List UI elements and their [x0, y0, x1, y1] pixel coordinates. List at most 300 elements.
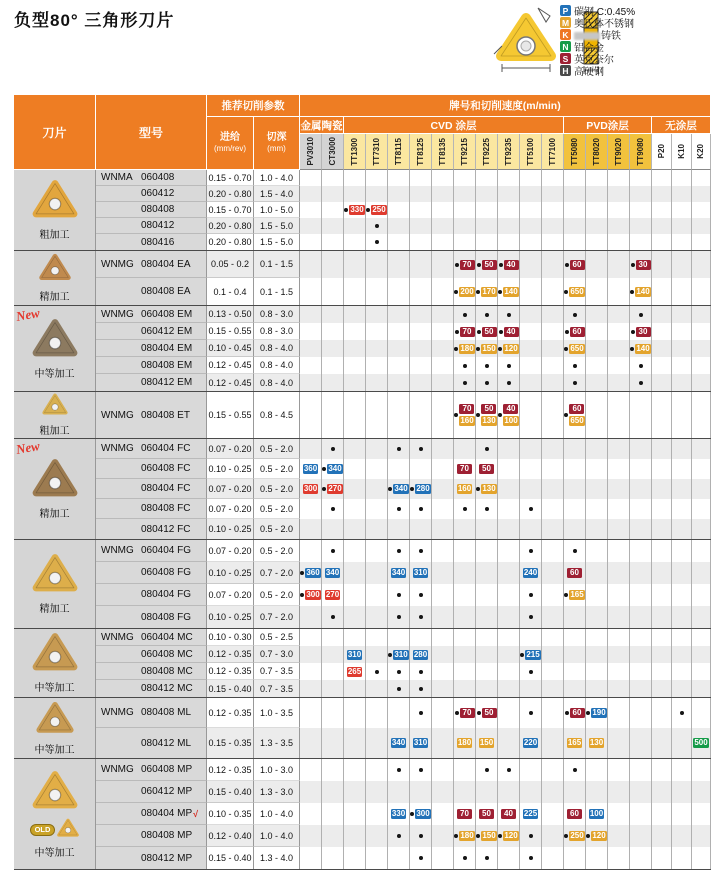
speed-cell-TT8115 — [388, 392, 410, 438]
speed-cell-TT8020 — [586, 306, 608, 323]
speed-cell-TT9225 — [476, 323, 498, 340]
speed-cell-K20 — [692, 278, 711, 305]
speed-badge: 60 — [569, 404, 584, 414]
depth-cell: 0.8 - 4.0 — [254, 357, 300, 374]
speed-cell-TT9235 — [498, 218, 520, 234]
speed-cell-TT5100 — [520, 680, 542, 697]
speed-cell-K10 — [672, 202, 692, 218]
model-size: 080404 EM — [141, 342, 193, 354]
speed-cell-TT5100 — [520, 562, 542, 584]
speed-cell-TT9080 — [630, 392, 652, 438]
speed-cell-TT9225 — [476, 234, 498, 250]
speed-cell-TT5100 — [520, 340, 542, 357]
speed-cell-TT5100 — [520, 698, 542, 728]
speed-cell-PV3010 — [300, 251, 322, 278]
column-label-TT1300: TT1300 — [344, 134, 366, 170]
speed-cell-CT3000 — [322, 680, 344, 697]
speed-badge: 50 — [482, 708, 497, 718]
speed-cell-K10 — [672, 825, 692, 847]
model-cell — [96, 646, 207, 663]
speed-badge: 280 — [413, 649, 428, 659]
machining-label: 中等加工 — [34, 368, 75, 380]
speed-cell-TT5100 — [520, 439, 542, 459]
dot-icon — [331, 615, 335, 619]
table-row — [96, 584, 711, 606]
depth-cell: 1.5 - 5.0 — [254, 218, 300, 234]
speed-badge: 60 — [567, 809, 582, 819]
model-cell — [96, 759, 207, 781]
speed-cell-TT9080 — [630, 646, 652, 663]
dot-icon — [454, 413, 458, 417]
insert-cell — [14, 170, 96, 250]
speed-badge: 130 — [482, 416, 496, 425]
speed-cell-TT5100 — [520, 663, 542, 680]
speed-cell-CT3000 — [322, 439, 344, 459]
speed-cell-TT1300 — [344, 218, 366, 234]
speed-cell-TT7310 — [366, 698, 388, 728]
speed-cell-K20 — [692, 340, 711, 357]
dot-icon — [485, 856, 489, 860]
speed-cell-TT7100 — [542, 646, 564, 663]
speed-cell-TT9235 — [498, 663, 520, 680]
speed-cell-TT7100 — [542, 439, 564, 459]
feed-cell: 0.12 - 0.35 — [207, 698, 254, 728]
depth-cell: 0.5 - 2.0 — [254, 540, 300, 562]
dot-icon — [529, 549, 533, 553]
speed-cell-TT8125 — [410, 540, 432, 562]
speed-cell-TT5100 — [520, 218, 542, 234]
dot-icon — [498, 413, 502, 417]
speed-cell-K10 — [672, 278, 692, 305]
dot-icon — [565, 711, 569, 715]
speed-cell-K10 — [672, 499, 692, 519]
model-cell — [96, 584, 207, 606]
dot-icon — [507, 364, 511, 368]
speed-cell-PV3010 — [300, 562, 322, 584]
speed-cell-P20 — [652, 170, 672, 186]
speed-cell-TT7100 — [542, 170, 564, 186]
speed-badge-stack — [569, 404, 584, 426]
feed-cell: 0.10 - 0.25 — [207, 562, 254, 584]
speed-cell-TT9225 — [476, 663, 498, 680]
speed-cell-TT9225 — [476, 540, 498, 562]
speed-cell-TT9020 — [608, 540, 630, 562]
speed-badge: 500 — [694, 738, 708, 747]
speed-cell-TT9215 — [454, 847, 476, 869]
speed-cell-CT3000 — [322, 479, 344, 499]
dot-icon — [565, 330, 569, 334]
speed-cell-TT8020 — [586, 680, 608, 697]
dot-icon — [573, 768, 577, 772]
dot-icon — [476, 413, 480, 417]
speed-cell-K20 — [692, 629, 711, 646]
speed-cell-TT8135 — [432, 629, 454, 646]
speed-cell-TT5080 — [564, 357, 586, 374]
column-label-CT3000: CT3000 — [322, 134, 344, 170]
speed-badge: 360 — [303, 464, 318, 473]
model-cell — [96, 825, 207, 847]
speed-cell-TT8020 — [586, 759, 608, 781]
speed-cell-TT5080 — [564, 698, 586, 728]
speed-cell-TT8135 — [432, 663, 454, 680]
column-label-TT9020: TT9020 — [608, 134, 630, 170]
speed-cell-TT9225 — [476, 629, 498, 646]
speed-cell-TT5080 — [564, 278, 586, 305]
speed-cell-K10 — [672, 540, 692, 562]
column-label-P20: P20 — [652, 134, 672, 170]
speed-cell-TT5080 — [564, 606, 586, 628]
speed-cell-TT9215 — [454, 519, 476, 539]
model-size: 080412 FC — [141, 523, 191, 535]
speed-cell-TT9020 — [608, 340, 630, 357]
speed-cell-K10 — [672, 803, 692, 825]
speed-cell-TT8115 — [388, 218, 410, 234]
speed-cell-PV3010 — [300, 781, 322, 803]
speed-cell-TT7100 — [542, 584, 564, 606]
dot-icon — [322, 467, 326, 471]
dot-icon — [463, 856, 467, 860]
model-size: 080408 FC — [141, 503, 191, 514]
speed-cell-TT7310 — [366, 218, 388, 234]
model-cell — [96, 680, 207, 697]
cutting-data-table — [14, 95, 711, 870]
speed-cell-TT5080 — [564, 374, 586, 391]
speed-cell-TT7100 — [542, 306, 564, 323]
speed-cell-TT9215 — [454, 170, 476, 186]
speed-cell-TT9215 — [454, 629, 476, 646]
dot-icon — [454, 290, 458, 294]
speed-cell-TT8135 — [432, 392, 454, 438]
speed-cell-TT9235 — [498, 357, 520, 374]
speed-badge-stack — [503, 404, 518, 426]
speed-cell-TT9080 — [630, 562, 652, 584]
speed-cell-TT1300 — [344, 499, 366, 519]
dot-icon — [477, 711, 481, 715]
speed-cell-TT8135 — [432, 186, 454, 202]
speed-cell-TT9215 — [454, 278, 476, 305]
feed-cell: 0.15 - 0.40 — [207, 847, 254, 869]
dot-icon — [419, 593, 423, 597]
table-row — [96, 629, 711, 646]
dot-icon — [476, 834, 480, 838]
dot-icon — [375, 224, 379, 228]
model-cell — [96, 562, 207, 584]
speed-cell-TT9235 — [498, 170, 520, 186]
speed-cell-P20 — [652, 629, 672, 646]
speed-cell-TT5100 — [520, 234, 542, 250]
model-cell — [96, 479, 207, 499]
speed-cell-TT9225 — [476, 847, 498, 869]
speed-cell-TT7100 — [542, 781, 564, 803]
table-row — [96, 519, 711, 539]
dot-icon — [397, 834, 401, 838]
model-cell — [96, 459, 207, 479]
speed-cell-TT9215 — [454, 499, 476, 519]
table-group — [14, 251, 711, 306]
speed-badge-stack — [459, 404, 474, 426]
depth-cell: 1.5 - 5.0 — [254, 234, 300, 250]
speed-cell-TT1300 — [344, 803, 366, 825]
speed-cell-TT8020 — [586, 357, 608, 374]
speed-badge: 265 — [347, 666, 362, 676]
speed-cell-TT8115 — [388, 728, 410, 758]
speed-cell-TT9225 — [476, 278, 498, 305]
speed-cell-TT5080 — [564, 728, 586, 758]
model-cell — [96, 340, 207, 357]
speed-cell-TT7100 — [542, 759, 564, 781]
dot-icon — [322, 487, 326, 491]
speed-cell-K20 — [692, 306, 711, 323]
speed-badge: 120 — [504, 343, 518, 353]
speed-cell-K10 — [672, 374, 692, 391]
header-group-plain: 无涂层 — [652, 117, 711, 134]
dot-icon — [499, 330, 503, 334]
speed-badge: 140 — [636, 343, 650, 353]
speed-badge: 140 — [636, 286, 650, 296]
speed-cell-TT8020 — [586, 562, 608, 584]
model-cell — [96, 499, 207, 519]
speed-cell-TT7310 — [366, 306, 388, 323]
speed-cell-TT8020 — [586, 186, 608, 202]
speed-cell-PV3010 — [300, 278, 322, 305]
speed-cell-TT8115 — [388, 646, 410, 663]
dot-icon — [586, 834, 590, 838]
speed-badge: 360 — [306, 568, 320, 577]
speed-cell-P20 — [652, 663, 672, 680]
speed-cell-TT9215 — [454, 392, 476, 438]
insert-image — [32, 553, 78, 599]
speed-cell-TT7310 — [366, 392, 388, 438]
material-swatch-s: S — [560, 53, 571, 64]
dot-icon — [419, 670, 423, 674]
feed-cell: 0.10 - 0.25 — [207, 459, 254, 479]
speed-cell-TT9020 — [608, 584, 630, 606]
table-group — [14, 698, 711, 759]
machining-label: 精加工 — [39, 292, 70, 303]
speed-cell-CT3000 — [322, 357, 344, 374]
speed-cell-TT8020 — [586, 392, 608, 438]
speed-cell-PV3010 — [300, 459, 322, 479]
speed-cell-TT8115 — [388, 251, 410, 278]
dot-icon — [463, 313, 467, 317]
speed-badge: 310 — [413, 738, 428, 747]
speed-badge: 30 — [636, 260, 651, 270]
header-group-pvd: PVD涂层 — [564, 117, 652, 134]
feed-cell: 0.1 - 0.4 — [207, 278, 254, 305]
speed-badge: 70 — [460, 708, 475, 718]
speed-cell-PV3010 — [300, 357, 322, 374]
speed-cell-TT7310 — [366, 251, 388, 278]
feed-cell: 0.10 - 0.25 — [207, 606, 254, 628]
speed-cell-TT1300 — [344, 323, 366, 340]
speed-cell-TT8135 — [432, 306, 454, 323]
depth-cell: 0.8 - 3.0 — [254, 306, 300, 323]
dot-icon — [397, 593, 401, 597]
speed-cell-TT8115 — [388, 439, 410, 459]
dot-icon — [564, 413, 568, 417]
feed-cell: 0.15 - 0.35 — [207, 728, 254, 758]
speed-cell-TT8020 — [586, 374, 608, 391]
speed-cell-TT5080 — [564, 251, 586, 278]
speed-cell-TT1300 — [344, 170, 366, 186]
material-swatch-n: N — [560, 41, 571, 52]
speed-cell-TT8135 — [432, 584, 454, 606]
speed-cell-K10 — [672, 663, 692, 680]
speed-cell-TT7100 — [542, 374, 564, 391]
speed-cell-TT8020 — [586, 847, 608, 869]
depth-cell: 0.5 - 2.0 — [254, 439, 300, 459]
speed-cell-TT5100 — [520, 540, 542, 562]
speed-badge: 40 — [504, 327, 519, 337]
dot-icon — [331, 447, 335, 451]
speed-cell-TT9020 — [608, 306, 630, 323]
speed-cell-TT9020 — [608, 629, 630, 646]
model-size: 080416 — [141, 236, 175, 248]
speed-cell-TT8125 — [410, 439, 432, 459]
table-row — [96, 340, 711, 357]
table-row — [96, 698, 711, 728]
speed-cell-TT8115 — [388, 680, 410, 697]
speed-badge: 250 — [372, 205, 386, 214]
speed-cell-TT8125 — [410, 499, 432, 519]
group-rows — [96, 170, 711, 250]
speed-cell-TT8115 — [388, 606, 410, 628]
speed-cell-TT7310 — [366, 202, 388, 218]
speed-cell-K20 — [692, 499, 711, 519]
speed-cell-CT3000 — [322, 847, 344, 869]
speed-cell-TT8115 — [388, 374, 410, 391]
speed-cell-TT8135 — [432, 357, 454, 374]
speed-cell-TT5080 — [564, 562, 586, 584]
insert-image-small — [57, 818, 79, 843]
speed-cell-P20 — [652, 392, 672, 438]
speed-cell-P20 — [652, 218, 672, 234]
column-label-K10: K10 — [672, 134, 692, 170]
speed-cell-PV3010 — [300, 439, 322, 459]
speed-badge: 340 — [391, 738, 406, 747]
speed-badge: 60 — [567, 568, 582, 578]
speed-cell-TT7100 — [542, 825, 564, 847]
speed-cell-CT3000 — [322, 663, 344, 680]
speed-badge: 130 — [589, 738, 604, 747]
speed-cell-TT1300 — [344, 584, 366, 606]
table-header — [14, 95, 711, 170]
speed-cell-TT9020 — [608, 234, 630, 250]
model-size: 080412 MP — [141, 852, 193, 864]
speed-badge: 40 — [503, 404, 518, 414]
speed-cell-TT5080 — [564, 629, 586, 646]
model-size: 080408 ET — [141, 409, 190, 421]
speed-badge: 165 — [570, 590, 584, 599]
dot-icon — [485, 447, 489, 451]
speed-cell-K20 — [692, 170, 711, 186]
speed-cell-TT9225 — [476, 251, 498, 278]
table-row — [96, 646, 711, 663]
speed-cell-P20 — [652, 803, 672, 825]
speed-badge: 50 — [482, 260, 497, 270]
speed-badge: 215 — [526, 649, 540, 659]
speed-cell-CT3000 — [322, 803, 344, 825]
speed-cell-TT1300 — [344, 562, 366, 584]
speed-cell-TT8020 — [586, 340, 608, 357]
feed-cell: 0.10 - 0.25 — [207, 519, 254, 539]
speed-cell-TT9235 — [498, 728, 520, 758]
group-rows — [96, 306, 711, 391]
speed-cell-CT3000 — [322, 629, 344, 646]
speed-cell-K20 — [692, 439, 711, 459]
speed-cell-TT9225 — [476, 781, 498, 803]
speed-cell-TT9080 — [630, 202, 652, 218]
depth-cell: 0.1 - 1.5 — [254, 278, 300, 305]
group-rows — [96, 629, 711, 697]
speed-cell-K10 — [672, 251, 692, 278]
speed-cell-TT7310 — [366, 479, 388, 499]
speed-cell-K20 — [692, 728, 711, 758]
speed-cell-TT7310 — [366, 759, 388, 781]
dot-icon — [586, 711, 590, 715]
feed-cell: 0.15 - 0.55 — [207, 323, 254, 340]
old-badge: OLD — [30, 824, 56, 836]
model-prefix: WNMG — [101, 707, 134, 718]
speed-cell-TT7100 — [542, 234, 564, 250]
speed-cell-TT8135 — [432, 825, 454, 847]
speed-cell-TT8020 — [586, 278, 608, 305]
speed-cell-TT8020 — [586, 781, 608, 803]
speed-cell-K20 — [692, 186, 711, 202]
insert-cell — [14, 306, 96, 391]
speed-cell-TT9080 — [630, 170, 652, 186]
speed-cell-P20 — [652, 781, 672, 803]
dot-icon — [639, 313, 643, 317]
speed-cell-TT9020 — [608, 759, 630, 781]
speed-cell-PV3010 — [300, 646, 322, 663]
table-row — [96, 759, 711, 781]
table-group — [14, 170, 711, 251]
model-size: 060408 FG — [141, 567, 192, 578]
speed-cell-TT9235 — [498, 340, 520, 357]
dot-icon — [375, 240, 379, 244]
dot-icon — [397, 549, 401, 553]
speed-cell-TT9225 — [476, 186, 498, 202]
speed-cell-TT8020 — [586, 629, 608, 646]
model-size: 060408 — [141, 172, 175, 183]
group-rows — [96, 698, 711, 758]
dot-icon — [366, 208, 370, 212]
speed-cell-TT8115 — [388, 170, 410, 186]
model-cell — [96, 698, 207, 728]
speed-cell-TT8115 — [388, 234, 410, 250]
dot-icon — [520, 653, 524, 657]
model-size: 080412 ML — [141, 737, 192, 749]
speed-cell-P20 — [652, 251, 672, 278]
speed-badge: 70 — [460, 260, 475, 270]
speed-cell-TT9235 — [498, 562, 520, 584]
model-prefix: WNMG — [101, 258, 134, 270]
speed-cell-TT9020 — [608, 781, 630, 803]
speed-cell-K20 — [692, 479, 711, 499]
model-size: 060412 EM — [141, 325, 193, 337]
speed-cell-TT5100 — [520, 459, 542, 479]
speed-badge: 300 — [416, 809, 430, 818]
speed-cell-TT9020 — [608, 439, 630, 459]
speed-cell-K20 — [692, 234, 711, 250]
insert-image — [39, 253, 71, 287]
speed-cell-TT8125 — [410, 202, 432, 218]
model-cell — [96, 202, 207, 218]
speed-cell-TT9225 — [476, 680, 498, 697]
dot-icon — [476, 290, 480, 294]
table-row — [96, 825, 711, 847]
